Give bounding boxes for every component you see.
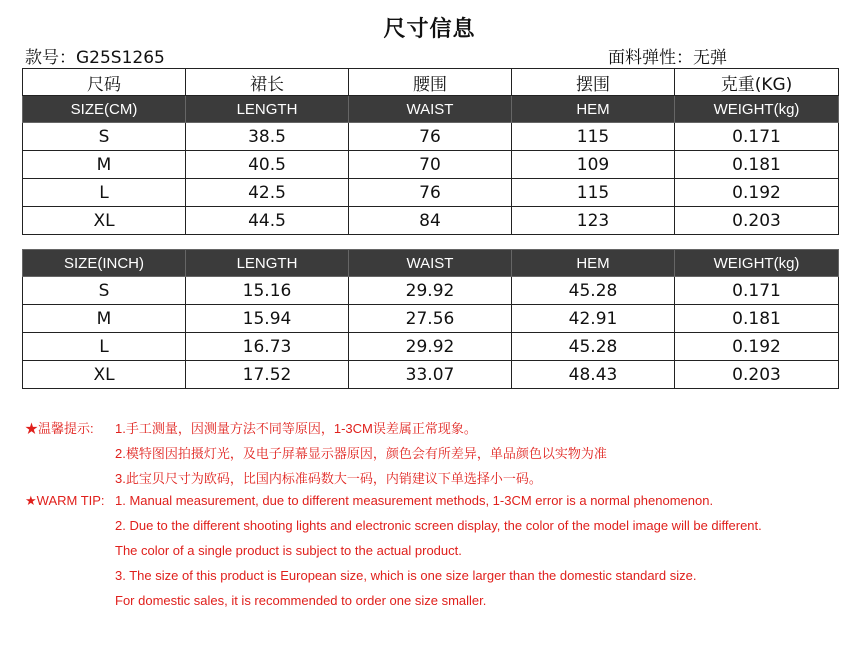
tip-line-en: 3. The size of this product is European size, which is one size larger than the domestic standard size. xyxy=(115,568,697,583)
cn-header-cell: 尺码 xyxy=(23,69,186,96)
table-cell: 0.171 xyxy=(675,277,839,305)
table-cell: 123 xyxy=(512,207,675,235)
header-cell: SIZE(CM) xyxy=(23,96,186,123)
table-row xyxy=(23,277,839,305)
table-cell: 29.92 xyxy=(349,277,512,305)
tip-line-en: 2. Due to the different shooting lights and electronic screen display, the color of the model image will be different. xyxy=(115,518,762,533)
table-cell: 70 xyxy=(349,151,512,179)
header-cell: LENGTH xyxy=(186,250,349,277)
table-cell: 0.171 xyxy=(675,123,839,151)
table-cell: L xyxy=(23,333,186,361)
table-cell: 38.5 xyxy=(186,123,349,151)
tip-line-cn: 3.此宝贝尺寸为欧码，比国内标准码数大一码，内销建议下单选择小一码。 xyxy=(115,471,542,486)
cn-header-cell: 裙长 xyxy=(186,69,349,96)
cn-header-cell: 克重(KG) xyxy=(675,69,839,96)
cn-header-row xyxy=(23,69,839,96)
table-cell: 0.181 xyxy=(675,151,839,179)
table-cell: 45.28 xyxy=(512,277,675,305)
inch-size-table xyxy=(22,249,839,389)
table-cell: 0.181 xyxy=(675,305,839,333)
table-cell: 42.91 xyxy=(512,305,675,333)
tip-label-en: ★WARM TIP: xyxy=(25,493,105,508)
inch-header-row xyxy=(23,250,839,277)
table-cell: 40.5 xyxy=(186,151,349,179)
tip-line-en: The color of a single product is subject to the actual product. xyxy=(115,543,462,558)
table-cell: L xyxy=(23,179,186,207)
header-cell: WAIST xyxy=(349,96,512,123)
table-cell: M xyxy=(23,305,186,333)
table-cell: 84 xyxy=(349,207,512,235)
table-cell: M xyxy=(23,151,186,179)
header-cell: SIZE(INCH) xyxy=(23,250,186,277)
table-cell: 115 xyxy=(512,179,675,207)
header-cell: LENGTH xyxy=(186,96,349,123)
cm-header-row xyxy=(23,96,839,123)
tip-line-en: 1. Manual measurement, due to different measurement methods, 1-3CM error is a normal phenomenon. xyxy=(115,493,714,508)
table-cell: 42.5 xyxy=(186,179,349,207)
table-cell: 17.52 xyxy=(186,361,349,389)
header-cell: WEIGHT(kg) xyxy=(675,96,839,123)
table-row xyxy=(23,333,839,361)
table-cell: 44.5 xyxy=(186,207,349,235)
table-row xyxy=(23,123,839,151)
table-cell: 15.16 xyxy=(186,277,349,305)
table-cell: 0.203 xyxy=(675,207,839,235)
style-number: 款号：G25S1265 xyxy=(25,48,165,68)
table-row xyxy=(23,305,839,333)
table-cell: 27.56 xyxy=(349,305,512,333)
tip-line-en: For domestic sales, it is recommended to order one size smaller. xyxy=(115,593,487,608)
header-cell: HEM xyxy=(512,96,675,123)
table-cell: 48.43 xyxy=(512,361,675,389)
table-cell: 0.203 xyxy=(675,361,839,389)
table-cell: S xyxy=(23,123,186,151)
cn-header-cell: 摆围 xyxy=(512,69,675,96)
header-cell: WAIST xyxy=(349,250,512,277)
table-row xyxy=(23,179,839,207)
table-row xyxy=(23,207,839,235)
table-row xyxy=(23,361,839,389)
cm-size-table xyxy=(22,68,839,235)
table-cell: 109 xyxy=(512,151,675,179)
page-title: 尺寸信息 xyxy=(383,17,476,42)
table-cell: 115 xyxy=(512,123,675,151)
table-cell: 16.73 xyxy=(186,333,349,361)
table-cell: 0.192 xyxy=(675,179,839,207)
tip-line-cn: 2.模特图因拍摄灯光，及电子屏幕显示器原因，颜色会有所差异，单品颜色以实物为准 xyxy=(115,446,607,461)
table-cell: 29.92 xyxy=(349,333,512,361)
table-cell: 76 xyxy=(349,179,512,207)
table-cell: 15.94 xyxy=(186,305,349,333)
tip-line-cn: 1.手工测量，因测量方法不同等原因，1-3CM误差属正常现象。 xyxy=(115,421,477,436)
table-cell: 0.192 xyxy=(675,333,839,361)
fabric-elasticity: 面料弹性：无弹 xyxy=(608,48,727,68)
header-cell: HEM xyxy=(512,250,675,277)
table-cell: 76 xyxy=(349,123,512,151)
header-cell: WEIGHT(kg) xyxy=(675,250,839,277)
table-row xyxy=(23,151,839,179)
table-cell: 33.07 xyxy=(349,361,512,389)
tip-label-cn: ★温馨提示: xyxy=(25,421,94,436)
table-cell: S xyxy=(23,277,186,305)
table-cell: 45.28 xyxy=(512,333,675,361)
cn-header-cell: 腰围 xyxy=(349,69,512,96)
table-cell: XL xyxy=(23,207,186,235)
table-cell: XL xyxy=(23,361,186,389)
